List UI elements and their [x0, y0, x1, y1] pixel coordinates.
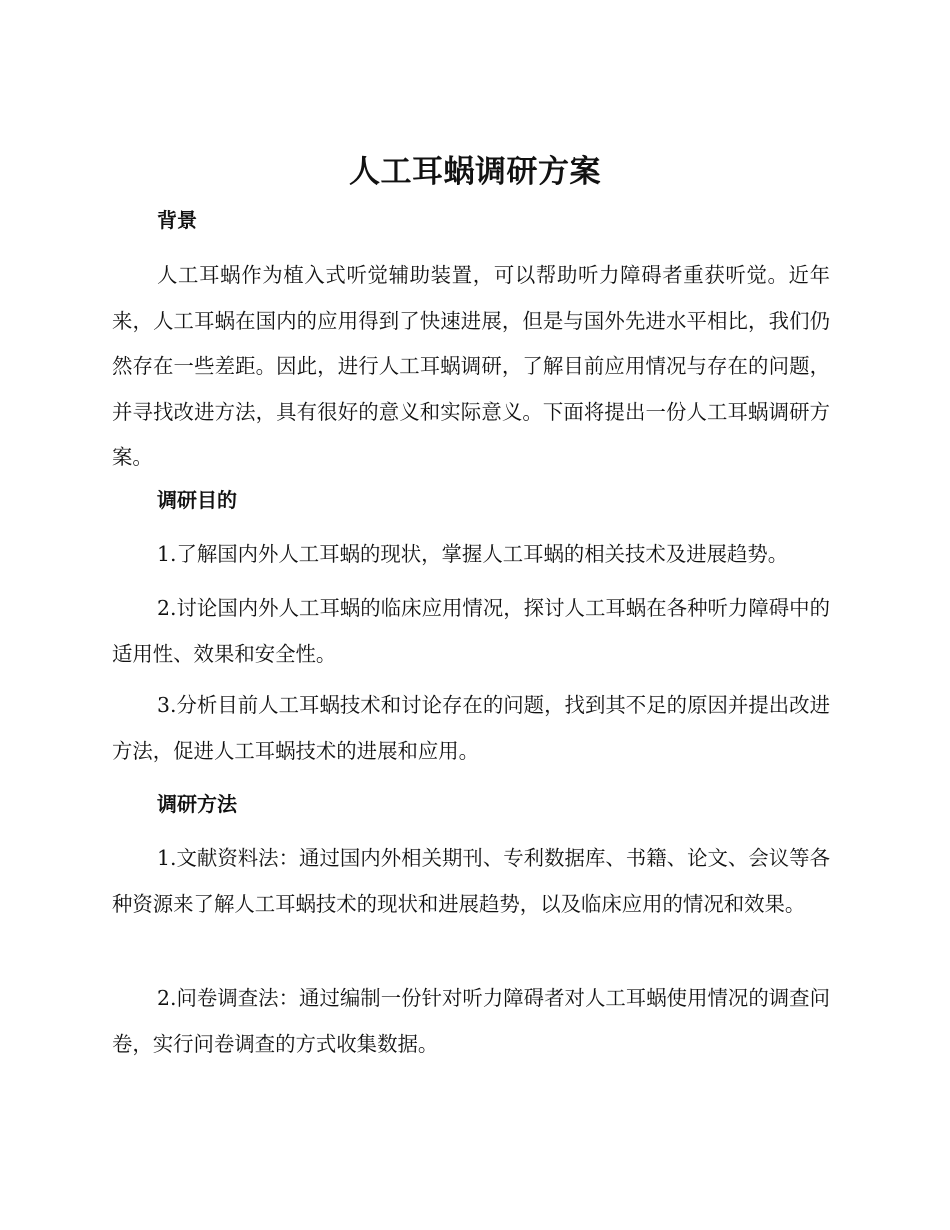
method-item-1: 1.文献资料法：通过国内外相关期刊、专利数据库、书籍、论文、会议等各种资源来了解人工耳蜗技术的现状和进展趋势，以及临床应用的情况和效果。 — [112, 846, 830, 916]
document-title: 人工耳蜗调研方案 — [349, 154, 601, 190]
method-item-2: 2.问卷调查法：通过编制一份针对听力障碍者对人工耳蜗使用情况的调查问卷，实行问卷调查的方式收集数据。 — [112, 986, 830, 1056]
section-heading-methods: 调研方法 — [157, 792, 237, 816]
objective-item-1: 1.了解国内外人工耳蜗的现状，掌握人工耳蜗的相关技术及进展趋势。 — [157, 542, 789, 566]
section-heading-background: 背景 — [157, 208, 197, 232]
objective-item-2: 2.讨论国内外人工耳蜗的临床应用情况，探讨人工耳蜗在各种听力障碍中的适用性、效果和安全性。 — [112, 596, 830, 666]
background-paragraph: 人工耳蜗作为植入式听觉辅助装置，可以帮助听力障碍者重获听觉。近年来，人工耳蜗在国内的应用得到了快速进展，但是与国外先进水平相比，我们仍然存在一些差距。因此，进行人工耳蜗调研，了解目前应用情况与存在的问题，并寻找改进方法，具有很好的意义和实际意义。下面将提出一份人工耳蜗调研方案。 — [112, 263, 830, 469]
objective-item-3: 3.分析目前人工耳蜗技术和讨论存在的问题，找到其不足的原因并提出改进方法，促进人工耳蜗技术的进展和应用。 — [112, 693, 830, 763]
section-heading-objectives: 调研目的 — [157, 488, 237, 512]
